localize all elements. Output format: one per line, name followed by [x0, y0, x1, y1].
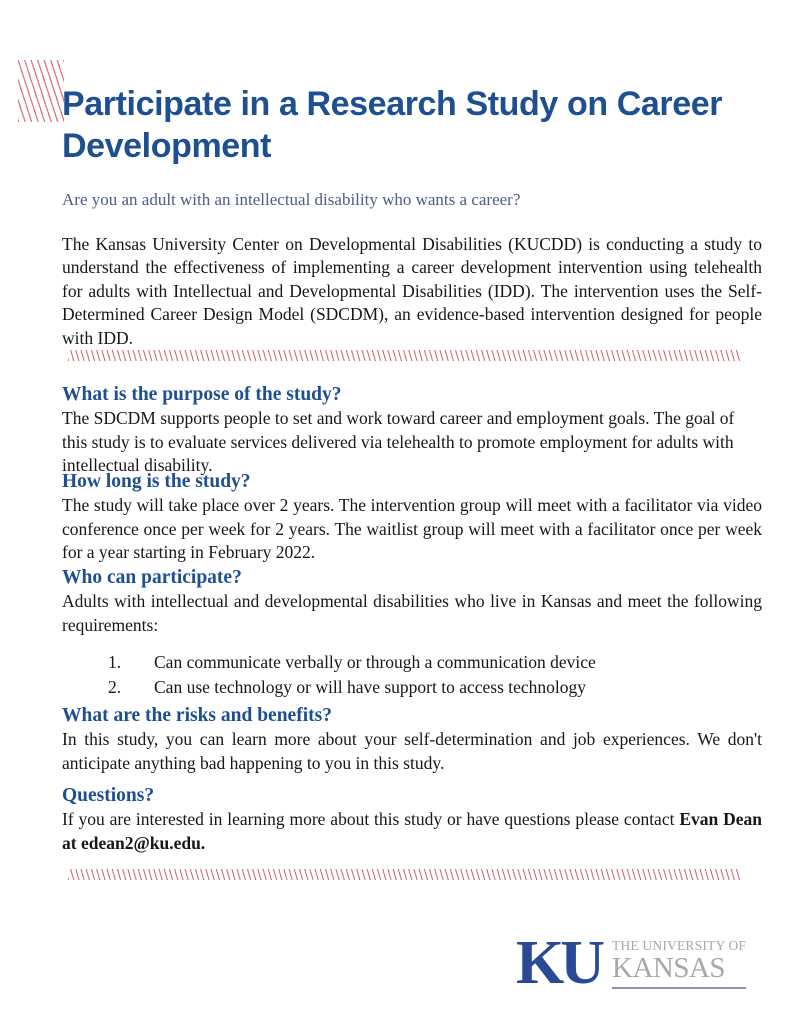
- ku-wordmark-line1: THE UNIVERSITY OF: [612, 938, 747, 953]
- section-body-purpose: The SDCDM supports people to set and work toward career and employment goals. The goal of this study is to evaluate services delivered via telehealth to promote employment for adults with intellectual disability.: [62, 408, 735, 475]
- list-item: [62, 675, 762, 699]
- section-purpose: [62, 383, 762, 478]
- divider-bottom: [68, 869, 740, 880]
- section-heading-risks: What are the risks and benefits?: [62, 705, 332, 726]
- list-item-number: 2.: [108, 677, 122, 697]
- section-body-questions: [62, 808, 762, 855]
- ku-wordmark-line2: KANSAS: [612, 952, 726, 984]
- intro-paragraph: The Kansas University Center on Developmental Disabilities (KUCDD) is conducting a study to understand the effectiveness of implementing a career development intervention using telehealth for adults with Intellectual and Developmental Disabilities (IDD). The intervention uses the Self-Determined Career Design Model (SDCDM), an evidence-based intervention designed for people with IDD.: [62, 233, 762, 348]
- section-body-duration: The study will take place over 2 years. The intervention group will meet with a facilitator via video conference once per week for 2 years. The waitlist group will meet with a facilitator once per week for a year starting in February 2022.: [62, 495, 762, 562]
- section-questions: [62, 784, 762, 855]
- ku-wordmark: [612, 938, 746, 984]
- requirements-list: [62, 650, 762, 699]
- questions-lead-text: If you are interested in learning more about this study or have questions please contact: [62, 809, 680, 829]
- list-item-label: Can communicate verbally or through a communication device: [154, 652, 596, 672]
- decorative-hatch-block: [18, 60, 64, 122]
- section-heading-duration: How long is the study?: [62, 471, 251, 492]
- page-title: Participate in a Research Study on Career Development: [62, 84, 723, 165]
- contact-info: Evan Dean at edean2@ku.edu.: [62, 809, 762, 853]
- divider-top: [68, 350, 740, 361]
- page-subtitle: Are you an adult with an intellectual disability who wants a career?: [62, 190, 521, 209]
- ku-logo: [516, 929, 747, 998]
- section-body-risks: In this study, you can learn more about your self-determination and job experiences. We don't anticipate anything bad happening to you in this study.: [62, 729, 762, 773]
- list-item-label: Can use technology or will have support to access technology: [154, 677, 587, 697]
- ku-monogram: KU: [516, 929, 601, 997]
- section-who-can-participate: [62, 566, 762, 700]
- section-risks-benefits: [62, 704, 762, 775]
- section-body-who: Adults with intellectual and developmental disabilities who live in Kansas and meet the following requirements:: [62, 591, 762, 635]
- section-heading-who: Who can participate?: [62, 567, 242, 588]
- ku-logo-rule: [612, 987, 746, 989]
- list-item-number: 1.: [108, 652, 122, 672]
- section-heading-questions: Questions?: [62, 785, 155, 806]
- section-duration: [62, 470, 762, 565]
- list-item: [62, 650, 762, 674]
- section-heading-purpose: What is the purpose of the study?: [62, 384, 342, 405]
